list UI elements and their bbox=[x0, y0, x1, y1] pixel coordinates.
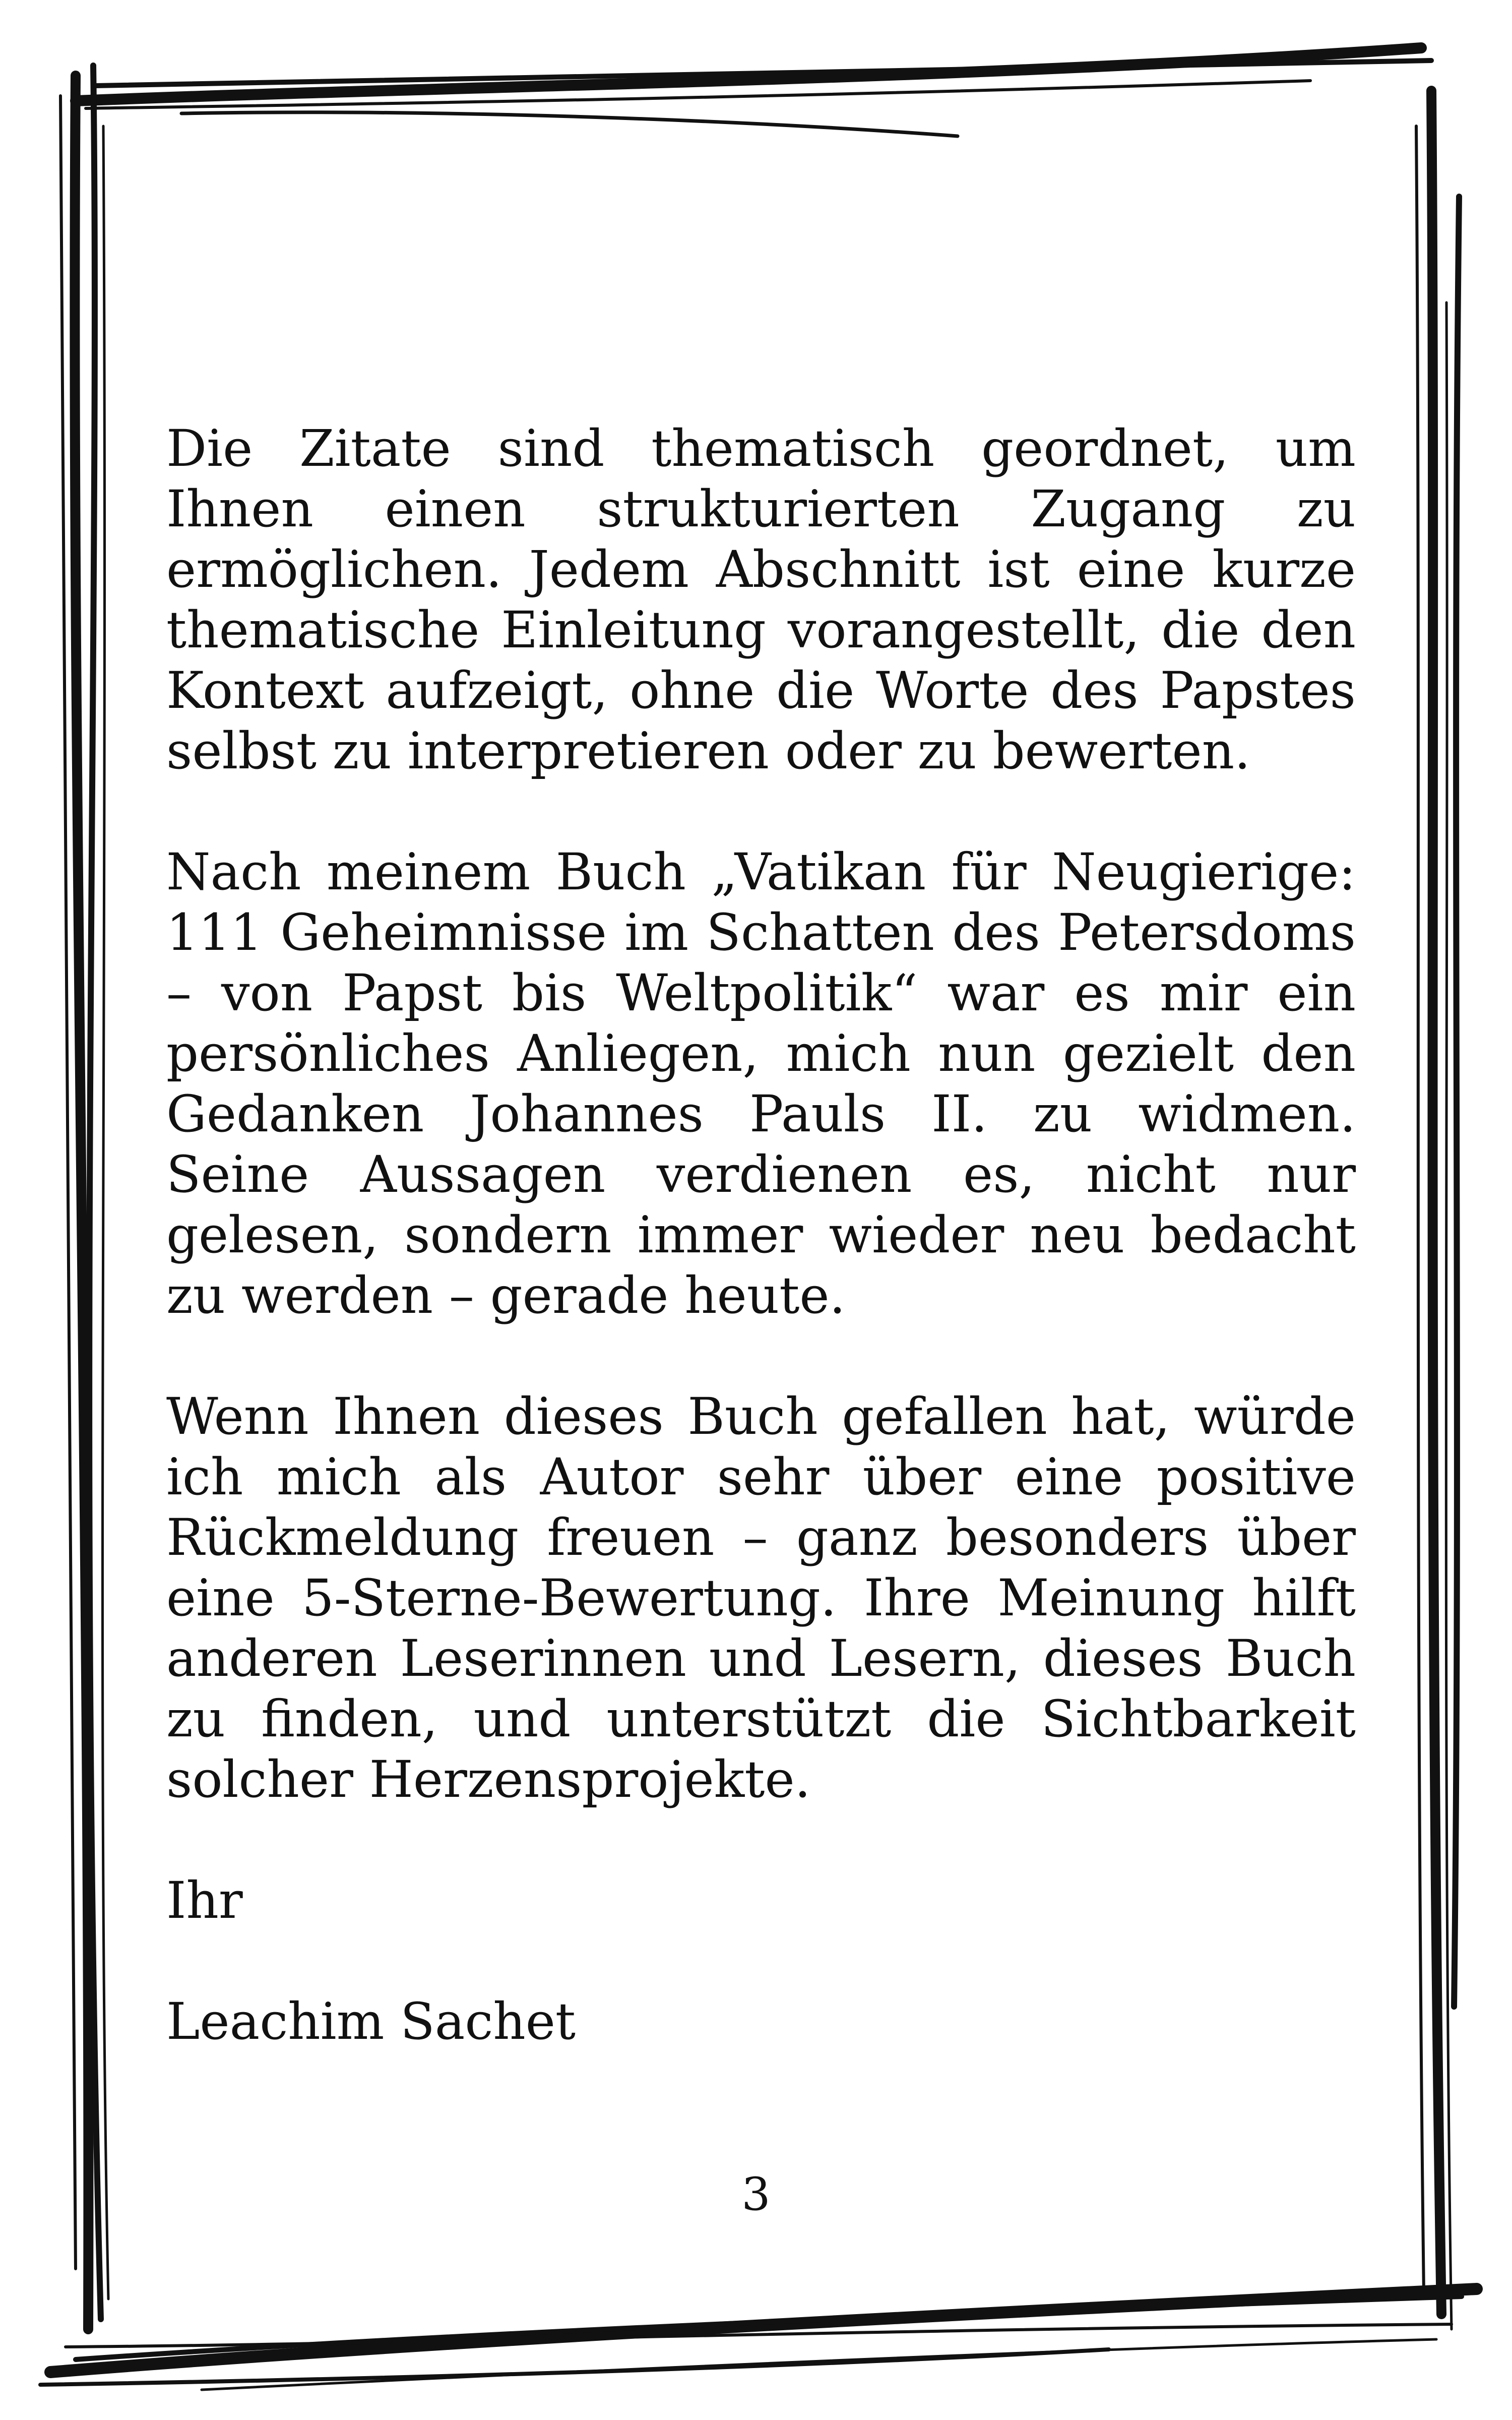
paragraph-intro: Die Zitate sind thematisch geordnet, um Ihnen einen strukturierten Zugang zu ermöglichen. Jedem Abschnitt ist eine kurze thematische Einleitung vorangestellt, die den Kontext aufzeigt, ohne die Worte des Papstes selbst zu interpretieren oder zu bewerten. bbox=[166, 419, 1356, 780]
closing-salutation: Ihr bbox=[166, 1871, 243, 1930]
page-body bbox=[166, 418, 1356, 2112]
paragraph-previous-book: Nach meinem Buch „Vatikan für Neugierige: 111 Geheimnisse im Schatten des Petersdoms – von Papst bis Weltpolitik“ war es mir ein persönliches Anliegen, mich nun gezielt den Gedanken Johannes Pauls II. zu widmen. Seine Aussagen verdienen es, nicht nur gelesen, sondern immer wieder neu bedacht zu werden – gerade heute. bbox=[166, 842, 1356, 1325]
paragraph-review-request: Wenn Ihnen dieses Buch gefallen hat, würde ich mich als Autor sehr über eine positive Rückmeldung freuen – ganz besonders über eine 5-Sterne-Bewertung. Ihre Meinung hilft anderen Leserinnen und Lesern, dieses Buch zu finden, und unterstützt die Sichtbarkeit solcher Herzensprojekte. bbox=[166, 1387, 1356, 1809]
author-signature: Leachim Sachet bbox=[166, 1992, 576, 2051]
page-number: 3 bbox=[741, 2168, 771, 2221]
